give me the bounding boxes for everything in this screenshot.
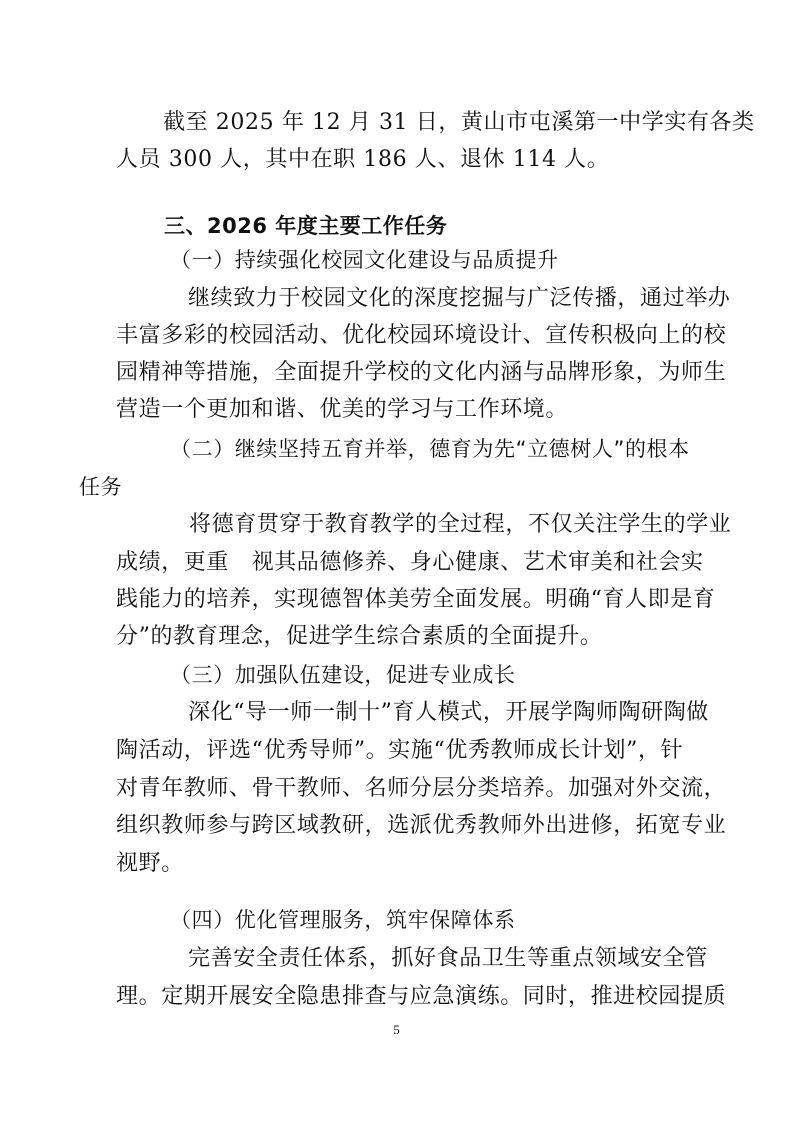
item-1-line-4: 营造一个更加和谐、优美的学习与工作环境。 [116,397,569,422]
item-4-line-1: 完善安全责任体系，抓好食品卫生等重点领域安全管 [188,946,708,971]
item-2-title-line-1: （二）继续坚持五育并举，德育为先“立德树人”的根本 [170,437,690,461]
item-2-title-line-2: 任务 [79,475,123,499]
item-2-line-2: 成绩，更重 视其品德修养、身心健康、艺术审美和社会实 [116,550,704,575]
item-3-line-3: 对青年教师、骨干教师、名师分层分类培养。加强对外交流， [116,776,727,801]
item-3-line-1: 深化“导一师一制十”育人模式，开展学陶师陶研陶做 [188,700,709,725]
item-1-line-3: 园精神等措施，全面提升学校的文化内涵与品牌形象，为师生 [116,360,727,385]
item-3-line-4: 组织教师参与跨区域教研，选派优秀教师外出进修，拓宽专业 [116,813,727,838]
item-2-line-3: 践能力的培养，实现德智体美劳全面发展。明确“育人即是育 [116,587,716,612]
item-3-title: （三）加强队伍建设，促进专业成长 [170,663,516,687]
item-4-title: （四）优化管理服务，筑牢保障体系 [170,908,516,932]
item-2-line-4: 分”的教育理念，促进学生综合素质的全面提升。 [116,624,603,649]
intro-line-2: 人员 300 人，其中在职 186 人、退休 114 人。 [116,147,610,172]
page-number: 5 [393,1022,400,1037]
intro-line-1: 截至 2025 年 12 月 31 日，黄山市屯溪第一中学实有各类 [163,110,755,135]
item-2-line-1: 将德育贯穿于教育教学的全过程，不仅关注学生的学业 [189,512,732,537]
item-3-line-5: 视野。 [116,851,184,876]
item-1-line-2: 丰富多彩的校园活动、优化校园环境设计、宣传积极向上的校 [116,323,727,348]
section-heading: 三、2026 年度主要工作任务 [164,214,448,238]
item-4-line-2: 理。定期开展安全隐患排查与应急演练。同时，推进校园提质 [116,984,727,1009]
item-3-line-2: 陶活动，评选“优秀导师”。实施“优秀教师成长计划”，针 [116,738,684,763]
item-1-title: （一）持续强化校园文化建设与品质提升 [170,248,559,272]
item-1-line-1: 继续致力于校园文化的深度挖掘与广泛传播，通过举办 [188,286,731,311]
